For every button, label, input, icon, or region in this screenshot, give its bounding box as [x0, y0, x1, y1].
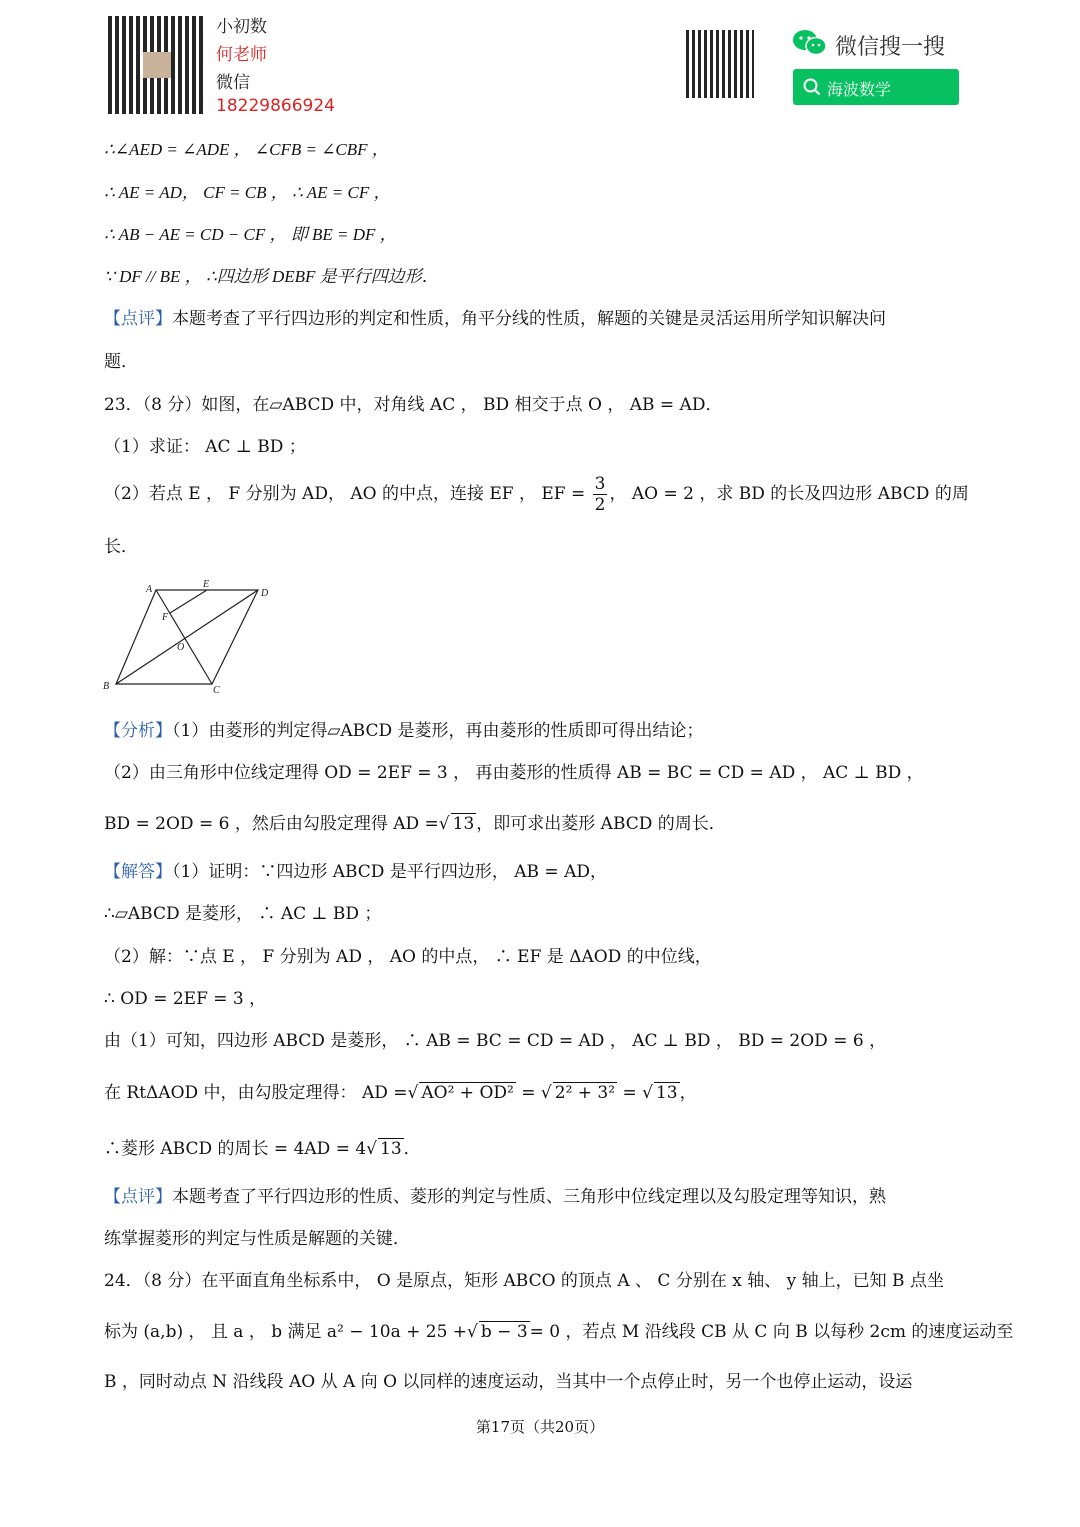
review-text: 本题考查了平行四边形的判定和性质，角平分线的性质，解题的关键是灵活运用所学知识解决问 [172, 309, 886, 329]
review-2-cont: 练掌握菱形的判定与性质是解题的关键． [104, 1229, 410, 1249]
search-icon [803, 78, 821, 96]
answer-2: ∴▱ABCD 是菱形， ∴ AC ⊥ BD ； [104, 904, 382, 924]
review-text: 本题考查了平行四边形的性质、菱形的判定与性质、三角形中位线定理以及勾股定理等知识，熟 [172, 1187, 886, 1207]
review-2 [104, 1185, 886, 1209]
answer-text: （1）证明：∵四边形 ABCD 是平行四边形， AB = AD， [172, 862, 607, 882]
comma: ， [679, 1083, 697, 1103]
proof-line-3: ∴ AB − AE = CD − CF ， 即 BE = DF ， [104, 225, 397, 244]
answer-3: （2）解：∵点 E ， F 分别为 AD ， AO 的中点， ∴ EF 是 ΔAOD 的中位线， [104, 947, 712, 967]
label-o: O [177, 642, 185, 653]
proof-line-2: ∴ AE = AD， CF = CB ， ∴ AE = CF ， [104, 183, 391, 202]
label-d: D [261, 588, 269, 599]
q23-part1: （1）求证： AC ⊥ BD ； [104, 437, 306, 457]
answer-1 [104, 860, 607, 884]
q23-part2-text: （2）若点 E ， F 分别为 AD， AO 的中点，连接 EF ， EF = [104, 484, 586, 504]
qr-code-icon [686, 30, 754, 98]
analysis-1 [104, 719, 704, 743]
label-a: A [146, 584, 153, 595]
parallelogram-figure [100, 576, 280, 696]
fraction [593, 474, 608, 515]
equals: = [521, 1083, 536, 1103]
search-button-label: 海波数学 [827, 80, 892, 99]
sqrt-13: 13 [452, 814, 475, 834]
page-number: 第17页（共20页） [475, 1418, 605, 1436]
review-tag: 【点评】 [104, 309, 172, 329]
label-c: C [213, 685, 220, 696]
q23-part2-cont: 长． [104, 537, 138, 557]
answer-5: 由（1）可知，四边形 ABCD 是菱形， ∴ AB = BC = CD = AD ， AC ⊥ BD ， BD = 2OD = 6 ， [104, 1031, 887, 1051]
analysis-3: BD = 2OD = 6 ，然后由勾股定理得 AD =√ 13 ，即可求出菱形 ABCD 的周长． [104, 814, 726, 834]
label-e: E [203, 579, 210, 590]
fraction-num: 3 [594, 474, 606, 494]
answer-6: 在 RtΔAOD 中，由勾股定理得： AD =√ AO² + OD² = √ 2² + 3² = √ 13 ， [104, 1083, 697, 1103]
proof-line-4: ∵ DF // BE ， ∴四边形 DEBF 是平行四边形． [104, 267, 439, 286]
period: ． [403, 1139, 421, 1159]
review-1-cont: 题． [104, 352, 138, 372]
analysis-2: （2）由三角形中位线定理得 OD = 2EF = 3 ， 再由菱形的性质得 AB = BC = CD = AD ， AC ⊥ BD ， [104, 763, 924, 783]
q23-title: 23．（8 分）如图，在▱ABCD 中，对角线 AC ， BD 相交于点 O ， AB = AD． [104, 395, 723, 415]
header-line-2: 何老师 [216, 45, 267, 65]
q23-part2 [104, 472, 969, 516]
analysis-text: （1）由菱形的判定得▱ABCD 是菱形，再由菱形的性质即可得出结论； [172, 721, 704, 741]
header-line-1: 小初数 [216, 17, 267, 37]
analysis-3-text-b: ，即可求出菱形 ABCD 的周长． [476, 814, 726, 834]
sqrt-13: 13 [655, 1083, 678, 1103]
answer-tag: 【解答】 [104, 862, 172, 882]
analysis-3-text: BD = 2OD = 6 ，然后由勾股定理得 AD = [104, 814, 439, 834]
diagonal-bd [116, 590, 258, 684]
q24-line-1: 24．（8 分）在平面直角坐标系中， O 是原点，矩形 ABCO 的顶点 A 、 C 分别在 x 轴、 y 轴上，已知 B 点坐 [104, 1271, 944, 1291]
q24-line-2: 标为 (a,b) ， 且 a ， b 满足 a² − 10a + 25 +√ b − 3 = 0 ，若点 M 沿线段 CB 从 C 向 B 以每秒 2cm 的速度运动至 [104, 1322, 1014, 1342]
segment-ef [170, 590, 207, 613]
sqrt-13: 13 [380, 1139, 402, 1159]
wechat-search-title: 微信搜一搜 [835, 35, 946, 60]
wechat-icon [792, 28, 828, 58]
q24-line-2-text-b: = 0 ，若点 M 沿线段 CB 从 C 向 B 以每秒 2cm 的速度运动至 [529, 1322, 1014, 1342]
answer-7: ∴菱形 ABCD 的周长 = 4AD = 4√ 13 ． [104, 1139, 421, 1159]
sqrt-ao-od: AO² + OD² [421, 1083, 514, 1103]
search-button[interactable] [793, 69, 959, 105]
fraction-den: 2 [594, 495, 606, 515]
header-line-3: 微信 [216, 73, 250, 93]
equals: = [622, 1083, 637, 1103]
analysis-tag: 【分析】 [104, 721, 172, 741]
review-1 [104, 307, 886, 331]
q23-part2-text-b: ， AO = 2 ，求 BD 的长及四边形 ABCD 的周 [609, 484, 969, 504]
header-phone: 18229866924 [216, 96, 335, 116]
answer-7-text: ∴菱形 ABCD 的周长 = 4AD = 4 [104, 1139, 367, 1159]
qr-code-center-photo [143, 52, 171, 78]
label-f: F [162, 612, 169, 623]
review-tag: 【点评】 [104, 1187, 172, 1207]
q24-line-3: B ，同时动点 N 沿线段 AO 从 A 向 O 以同样的速度运动，当其中一个点停止时，另一个也停止运动，设运 [104, 1372, 913, 1392]
answer-6-text: 在 RtΔAOD 中，由勾股定理得： AD = [104, 1083, 408, 1103]
answer-4: ∴ OD = 2EF = 3 ， [104, 989, 267, 1009]
proof-line-1: ∴∠AED = ∠ADE ， ∠CFB = ∠CBF ， [104, 140, 389, 159]
sqrt-b-3: b − 3 [480, 1322, 528, 1342]
sqrt-2-3: 2² + 3² [554, 1083, 616, 1103]
label-b: B [103, 681, 110, 692]
q24-line-2-text: 标为 (a,b) ， 且 a ， b 满足 a² − 10a + 25 + [104, 1322, 468, 1342]
